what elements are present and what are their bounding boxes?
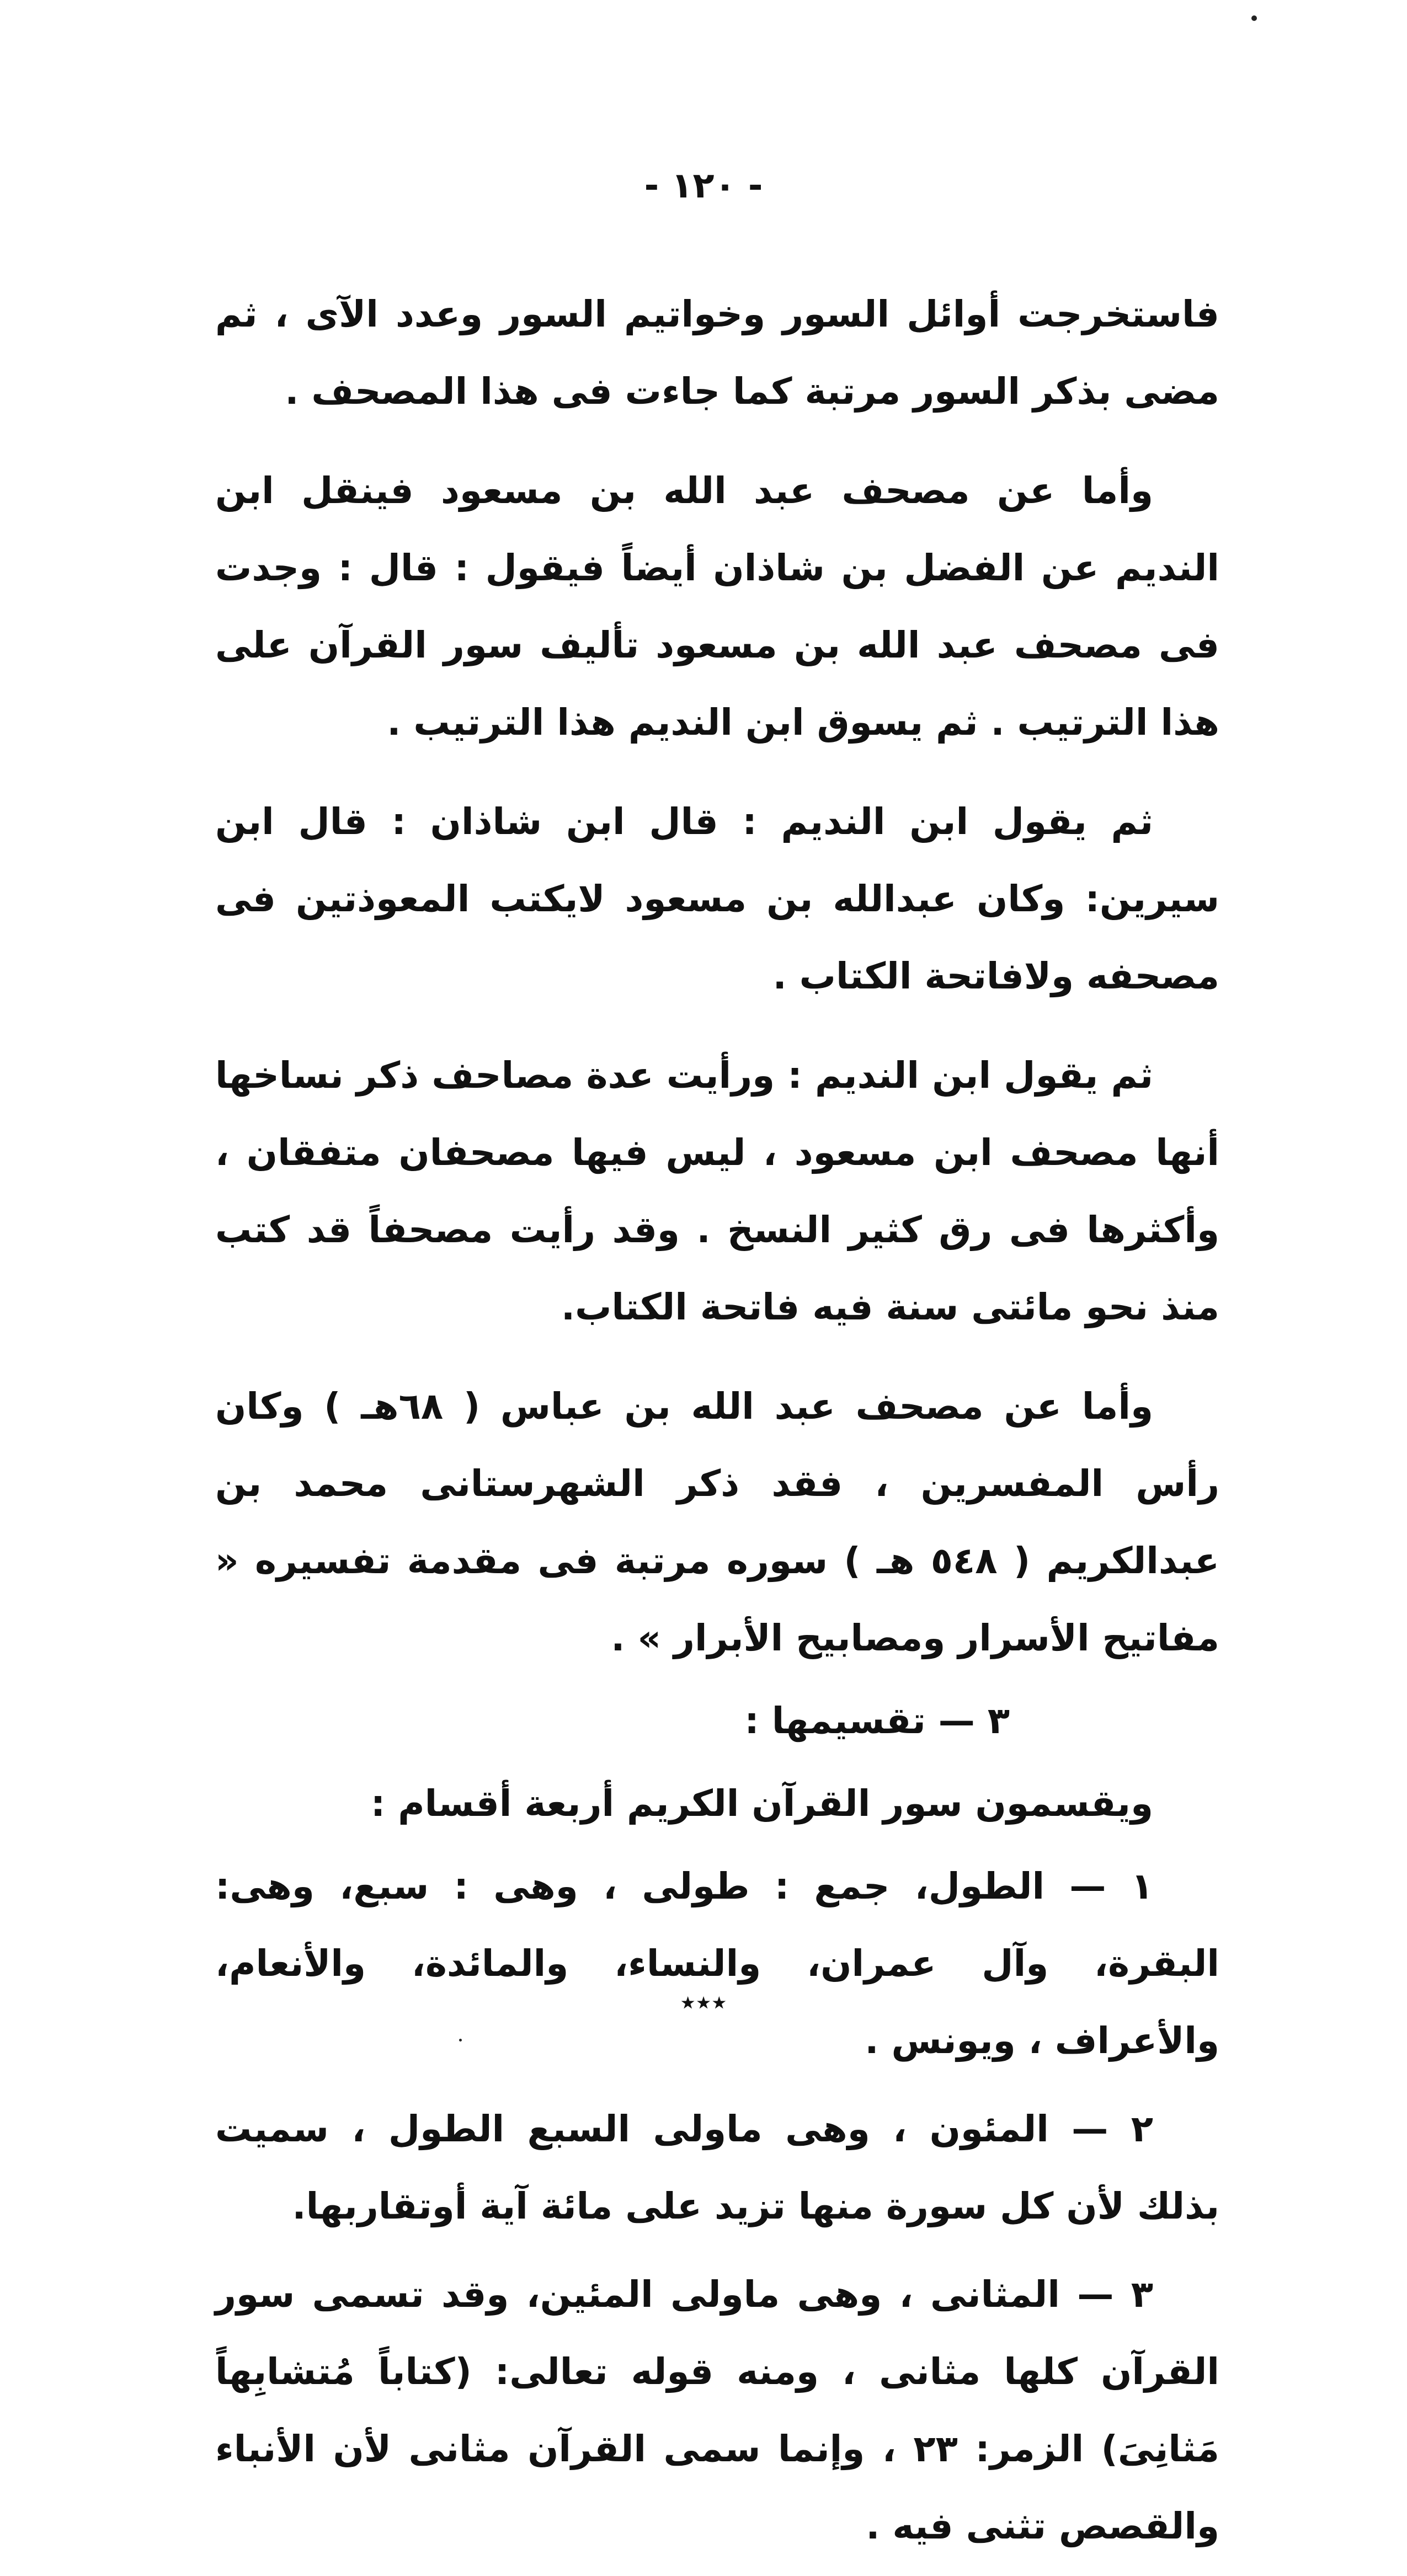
intro-line: ويقسمون سور القرآن الكريم أربعة أقسام :	[370, 1782, 1153, 1825]
section-heading: ٣ — تقسيمها :	[744, 1699, 1010, 1742]
ink-speck	[1251, 15, 1257, 21]
paragraph-1: فاستخرجت أوائل السور وخواتيم السور وعدد الآى ، ثم مضى بذكر السور مرتبة كما جاءت فى هذا المصحف .	[215, 293, 1219, 413]
paragraph-3: ثم يقول ابن النديم : قال ابن شاذان : قال ابن سيرين: وكان عبدالله بن مسعود لايكتب المعوذتين فى مصحفه ولافاتحة الكتاب .	[215, 800, 1219, 997]
list-item-1: ١ — الطول، جمع : طولى ، وهى : سبع، وهى: البقرة، وآل عمران، والنساء، والمائدة، والأنعام، والأعراف ، ويونس .	[215, 1865, 1219, 2062]
body-text	[215, 276, 1219, 2576]
paragraph-4: ثم يقول ابن النديم : ورأيت عدة مصاحف ذكر نساخها أنها مصحف ابن مسعود ، ليس فيها مصحفان متفقان ، وأكثرها فى رق كثير النسخ . وقد رأيت مصحفاً قد كتب منذ نحو مائتى سنة فيه فاتحة الكتاب.	[215, 1054, 1219, 1328]
paragraph-2: وأما عن مصحف عبد الله بن مسعود فينقل ابن النديم عن الفضل بن شاذان أيضاً فيقول : قال : وجدت فى مصحف عبد الله بن مسعود تأليف سور القرآن على هذا الترتيب . ثم يسوق ابن النديم هذا الترتيب .	[215, 469, 1219, 744]
paragraph-5: وأما عن مصحف عبد الله بن عباس ( ٦٨هـ ) وكان رأس المفسرين ، فقد ذكر الشهرستانى محمد بن عبدالكريم ( ٥٤٨ هـ ) سوره مرتبة فى مقدمة تفسيره « مفاتيح الأسرار ومصابيح الأبرار » .	[215, 1385, 1220, 1659]
list-item-2: ٢ — المئون ، وهى ماولى السبع الطول ، سميت بذلك لأن كل سورة منها تزيد على مائة آية أوتقاربها.	[215, 2108, 1219, 2227]
list-item-3: ٣ — المثانى ، وهى ماولى المئين، وقد تسمى سور القرآن كلها مثانى ، ومنه قوله تعالى: (كتاباً مُتشابِهاً مَثانِىَ) الزمر: ٢٣ ، وإنما سمى القرآن مثانى لأن الأنباء والقصص تثنى فيه .	[215, 2273, 1219, 2547]
end-ornament: ٭٭٭	[680, 1986, 727, 2019]
page-number: - ١٢٠ -	[644, 165, 763, 206]
